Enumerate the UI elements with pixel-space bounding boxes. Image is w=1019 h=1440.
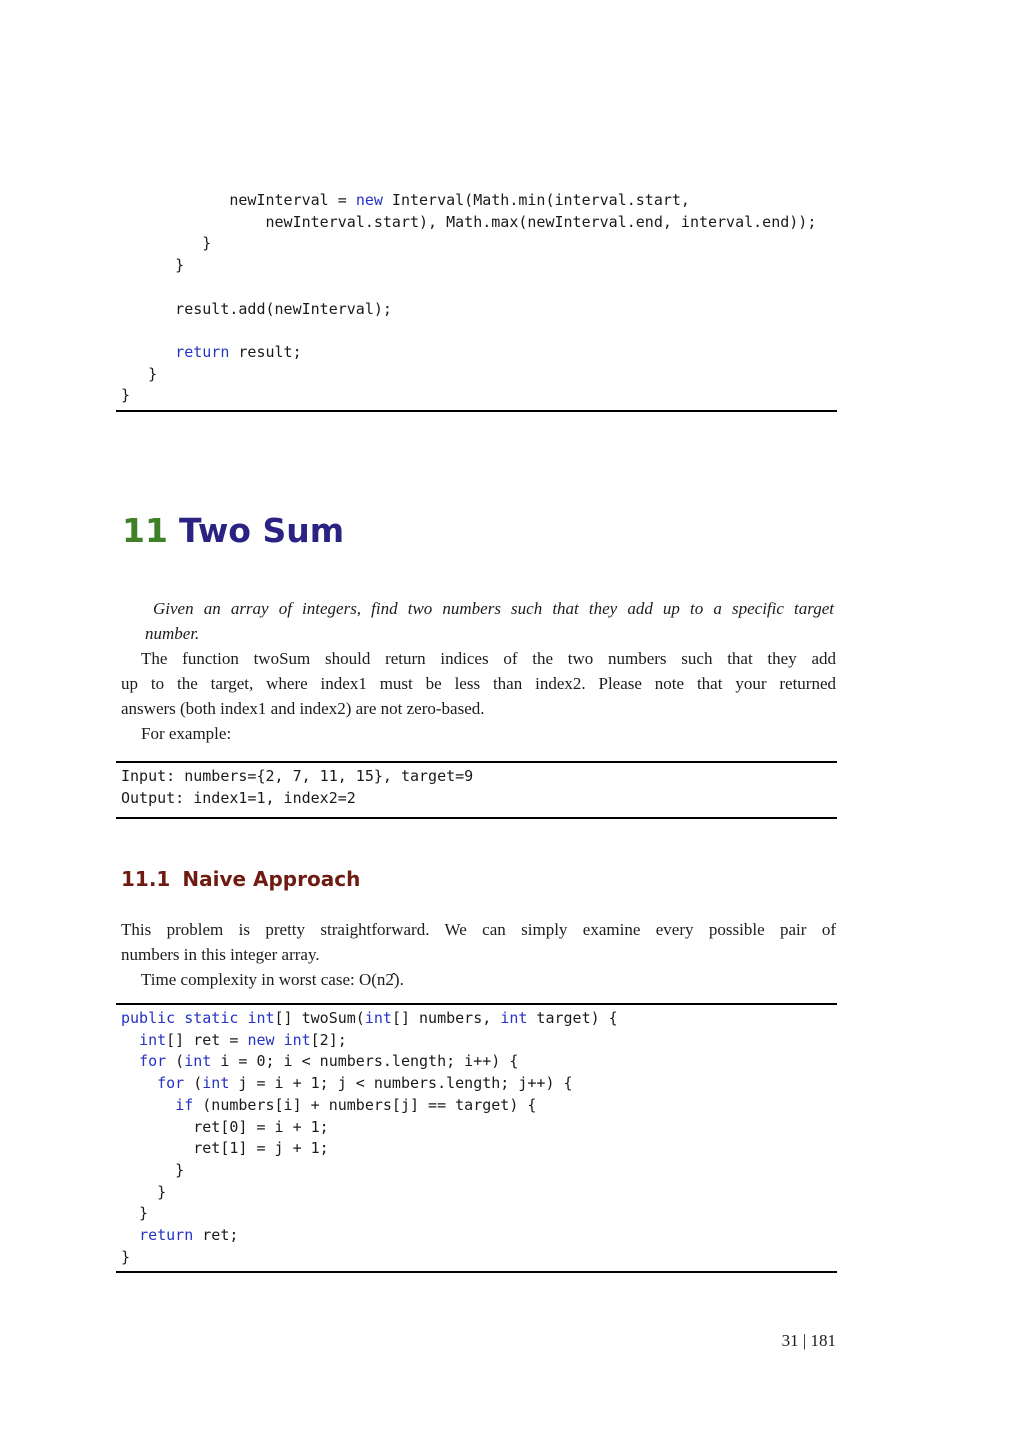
code-line: }: [121, 1247, 131, 1266]
text-line: Given an array of integers, find two numbers such that they add up to a specific target: [153, 599, 834, 618]
horizontal-rule: [116, 1003, 837, 1005]
code-line: return result;: [175, 342, 302, 361]
paragraph-lines: [121, 917, 836, 967]
text-line: answers (both index1 and index2) are not zero-based.: [121, 699, 485, 718]
text-line: numbers in this integer array.: [121, 945, 320, 964]
chapter-number: 11: [122, 511, 168, 550]
code-line: return ret;: [139, 1226, 239, 1245]
code-line: }: [121, 1182, 167, 1201]
paragraph-lines: [121, 646, 836, 721]
code-line: result.add(newInterval);: [121, 299, 392, 318]
section-title: Naive Approach: [182, 867, 361, 891]
code-line: Output: index1=1, index2=2: [121, 788, 356, 807]
section-heading: [121, 866, 360, 892]
text-line: up to the target, where index1 must be less than index2. Please note that your returned: [121, 674, 836, 693]
chapter-heading: [122, 511, 344, 551]
code-line: if (numbers[i] + numbers[j] == target) {: [175, 1095, 537, 1114]
example-io-block: [121, 766, 473, 809]
text-line: number.: [145, 624, 200, 643]
text-line: The function twoSum should return indices of the two numbers such that they add: [141, 649, 836, 668]
section-number: 11.1: [121, 867, 171, 891]
paragraph-naive-approach: [121, 917, 836, 992]
for-example-line: For example:: [141, 724, 232, 743]
code-line: }: [121, 256, 185, 275]
code-line: int[] ret = new int[2];: [139, 1030, 347, 1049]
code-line: [121, 277, 816, 299]
code-line: Input: numbers={2, 7, 11, 15}, target=9: [121, 767, 474, 785]
code-line: }: [121, 386, 131, 405]
page-number: 31 | 181: [781, 1331, 836, 1350]
code-line: for (int j = i + 1; j < numbers.length; j++) {: [157, 1074, 573, 1093]
paragraph-problem-description: [121, 646, 836, 746]
time-complexity-line: Time complexity in worst case: O(n2̂).: [141, 970, 404, 989]
code-line: }: [121, 1160, 185, 1179]
code-block-insert-interval-end: [121, 190, 816, 407]
horizontal-rule: [116, 1271, 837, 1273]
code-line: for (int i = 0; i < numbers.length; i++) {: [139, 1052, 519, 1071]
code-line: newInterval = new Interval(Math.min(interval.start,: [121, 191, 690, 209]
horizontal-rule: [116, 817, 837, 819]
code-line: public static int[] twoSum(int[] numbers, int target) {: [121, 1009, 618, 1027]
horizontal-rule: [116, 761, 837, 763]
code-line: newInterval.start), Math.max(newInterval.end, interval.end));: [121, 212, 817, 231]
horizontal-rule: [116, 410, 837, 412]
code-block-twosum-naive: [121, 1008, 618, 1268]
code-line: [121, 320, 816, 342]
code-line: }: [121, 1204, 149, 1223]
code-line: }: [121, 234, 212, 253]
chapter-title: Two Sum: [178, 511, 345, 550]
text-line: This problem is pretty straightforward. We can simply examine every possible pair of: [121, 920, 836, 939]
code-line: ret[0] = i + 1;: [121, 1117, 329, 1136]
code-line: ret[1] = j + 1;: [121, 1139, 329, 1158]
code-line: }: [121, 364, 158, 383]
problem-statement-quote: [145, 596, 834, 646]
